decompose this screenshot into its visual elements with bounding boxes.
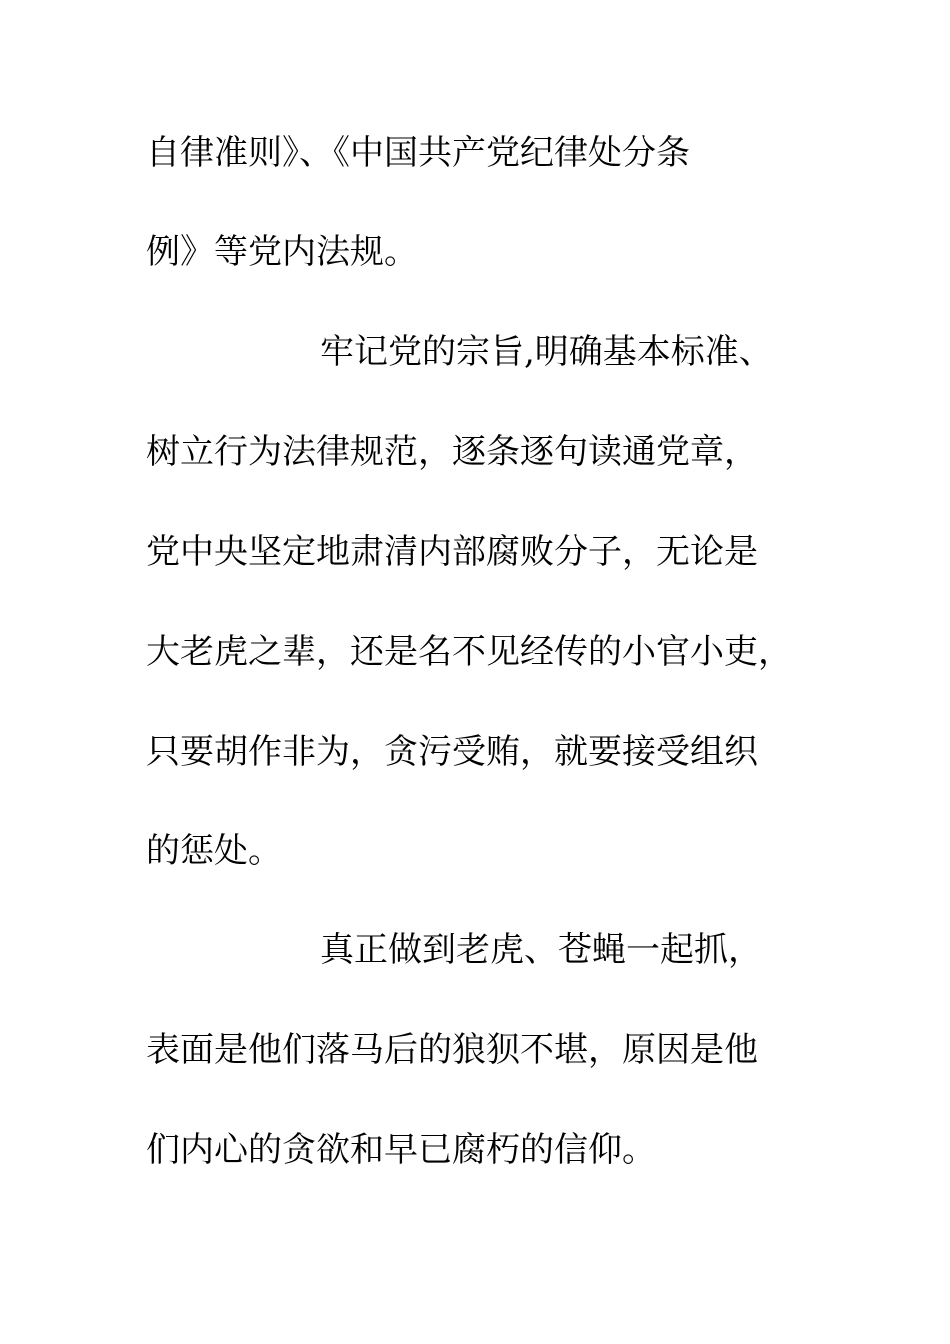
text-line: 只要胡作非为，贪污受贿，就要接受组织: [146, 732, 758, 772]
text-line: 们内心的贪欲和早已腐朽的信仰。: [146, 1130, 656, 1170]
text-line: 党中央坚定地肃清内部腐败分子，无论是: [146, 532, 758, 572]
text-line: 例》等党内法规。: [146, 232, 418, 272]
text-line: 大老虎之辈，还是名不见经传的小官小吏，: [146, 632, 792, 672]
text-line: 表面是他们落马后的狼狈不堪，原因是他: [146, 1030, 758, 1070]
paragraph-start-line: 真正做到老虎、苍蝇一起抓，: [320, 930, 762, 970]
text-line: 树立行为法律规范，逐条逐句读通党章，: [146, 432, 758, 472]
text-line: 的惩处。: [146, 831, 282, 871]
text-line: 自律准则》、《中国共产党纪律处分条: [146, 133, 690, 173]
paragraph-start-line: 牢记党的宗旨,明确基本标准、: [320, 332, 773, 372]
